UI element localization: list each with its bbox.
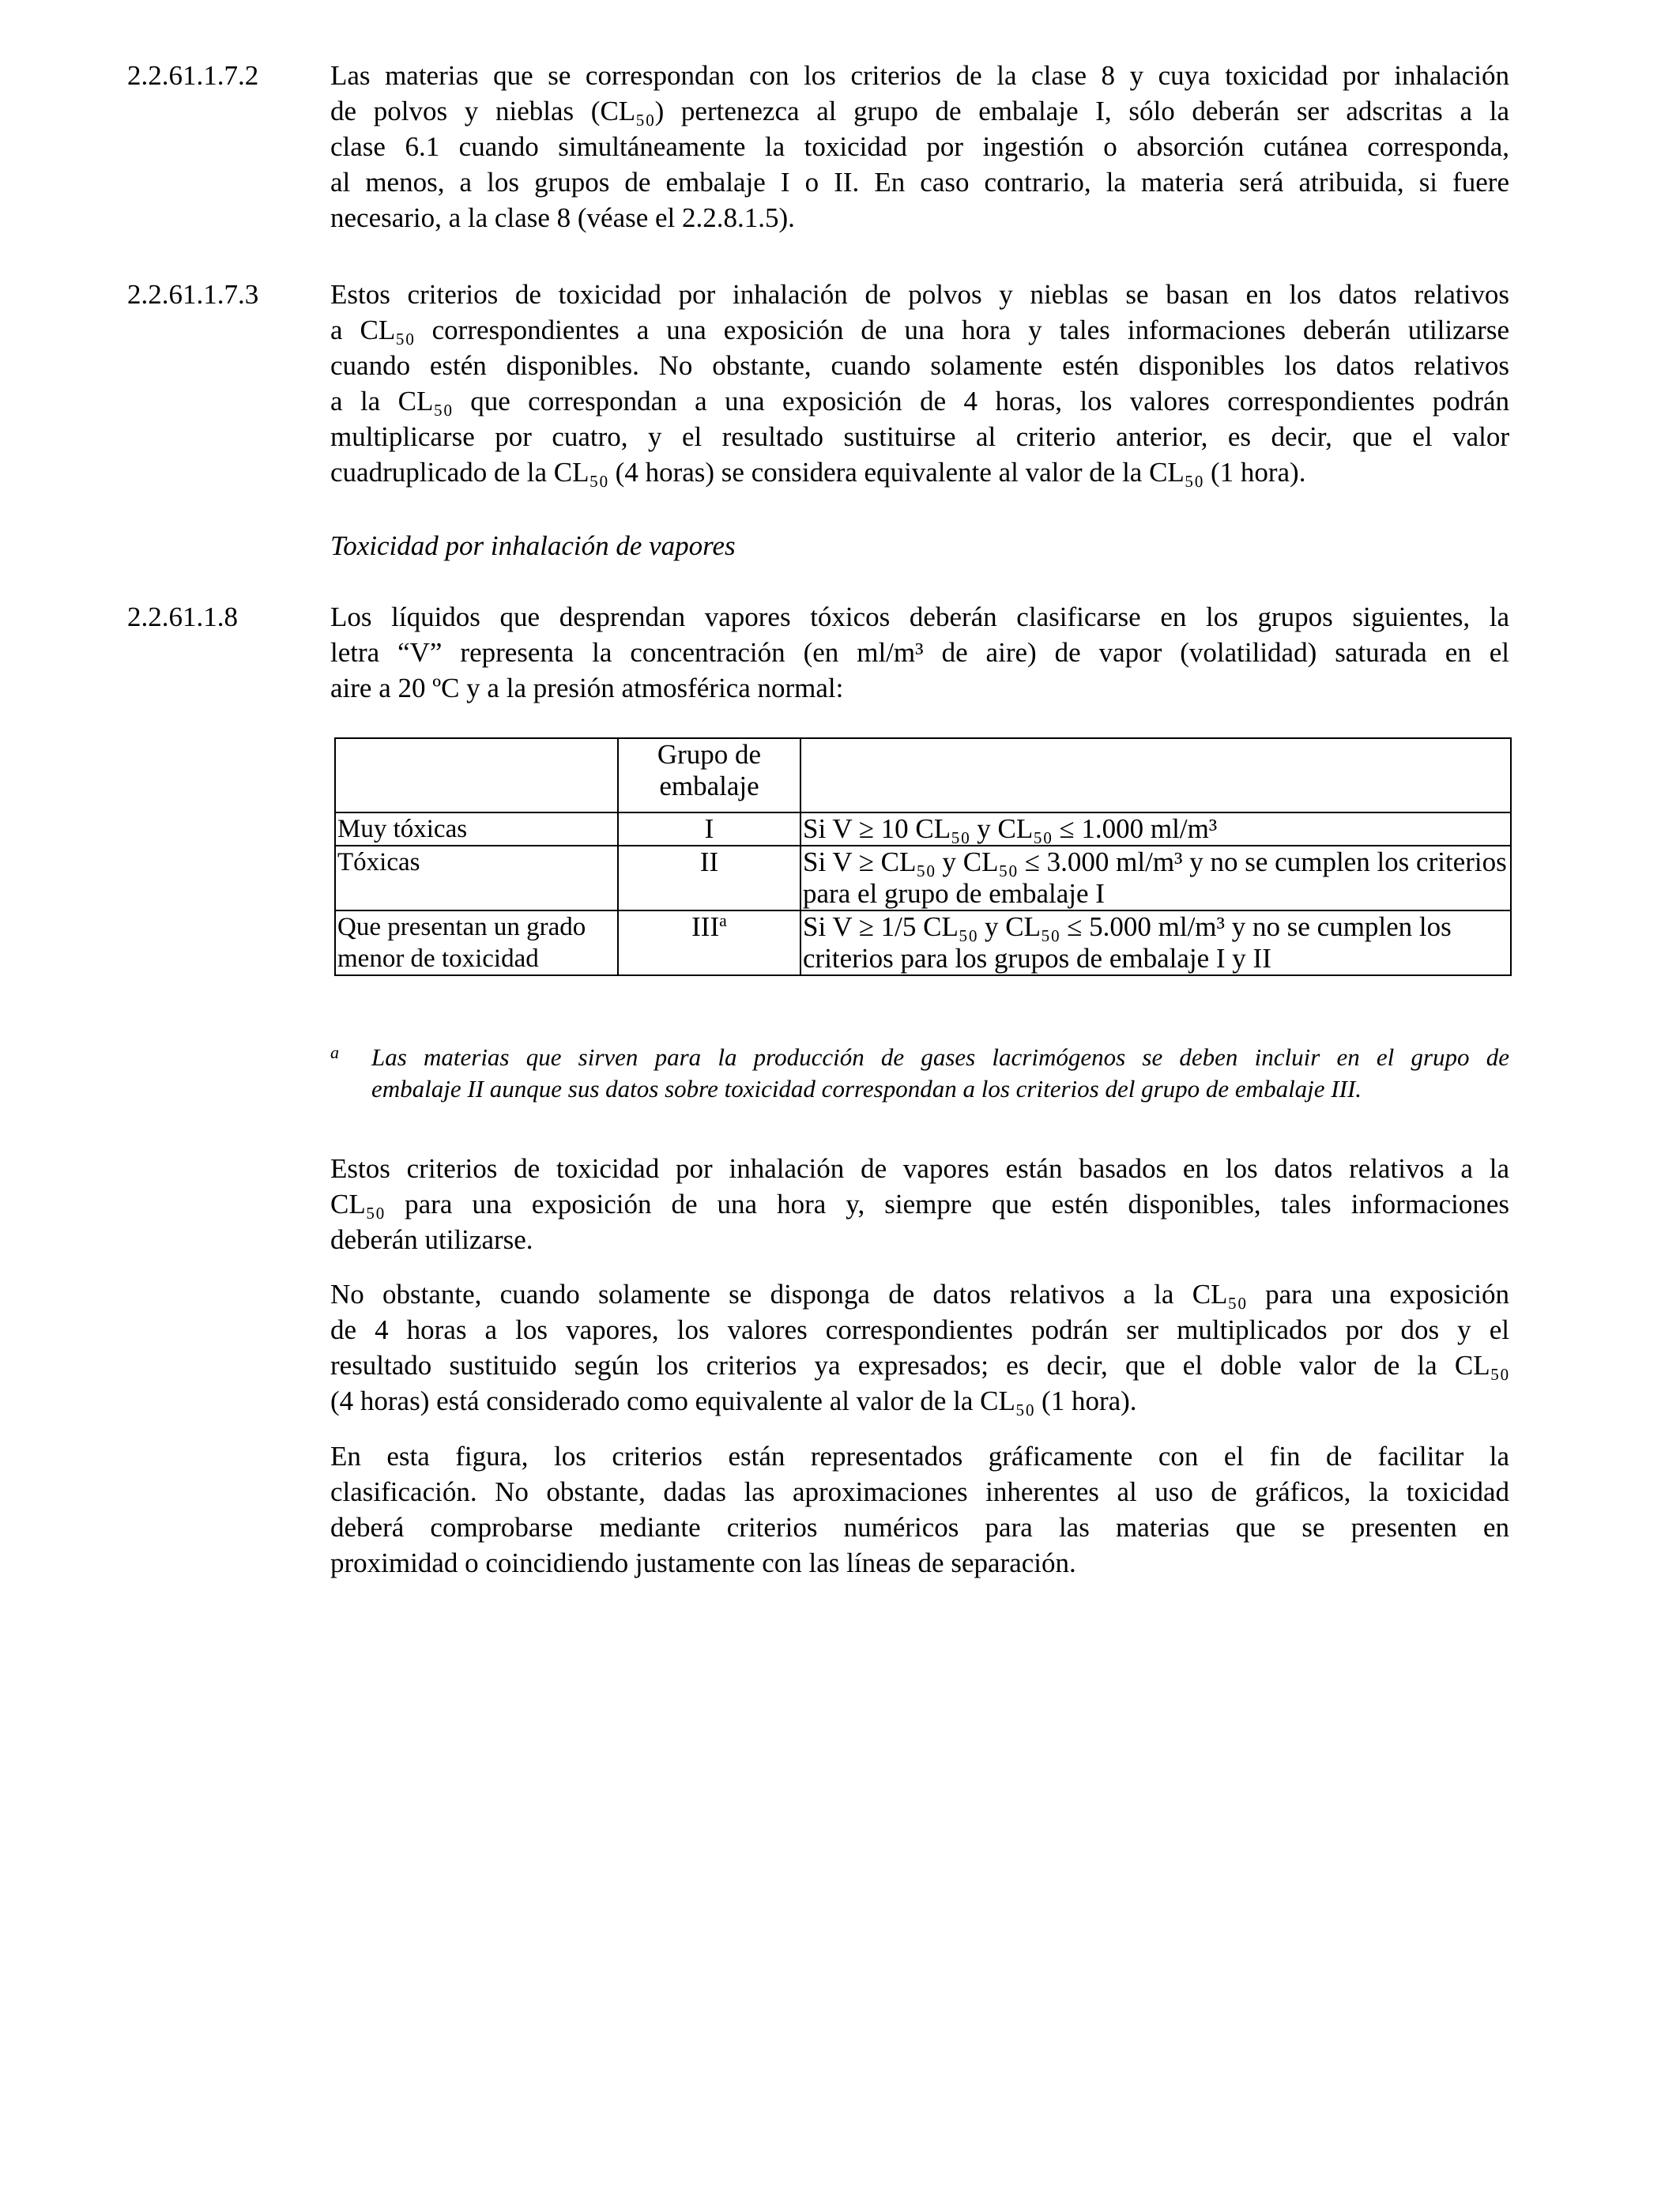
text-line: En esta figura, los criterios están representados gráficamente con el fin de facilitar la [330, 1441, 1509, 1472]
footnote-mark: a [330, 1042, 339, 1062]
text-line: clase 6.1 cuando simultáneamente la toxicidad por ingestión o absorción cutánea corresponda, [330, 131, 1509, 162]
table-row [335, 910, 1511, 975]
section-paragraph [330, 58, 1509, 236]
criteria-cell: Si V ≥ 10 CL₅₀ y CL₅₀ ≤ 1.000 ml/m³ [800, 812, 1511, 846]
text-line: a CL₅₀ correspondientes a una exposición de una hora y tales informaciones deberán utilizarse [330, 315, 1509, 345]
category-cell: Que presentan un grado menor de toxicidad [335, 910, 618, 975]
category-cell: Muy tóxicas [335, 812, 618, 846]
paragraph [330, 1151, 1509, 1257]
paragraph [330, 1438, 1509, 1581]
section-paragraph [330, 599, 1509, 706]
table-footnote [330, 1042, 1509, 1105]
text-line: Estos criterios de toxicidad por inhalación de vapores están basados en los datos relativos a la [330, 1153, 1509, 1184]
text-line: a la CL₅₀ que correspondan a una exposición de 4 horas, los valores correspondientes podrán [330, 386, 1509, 417]
table-header-row [335, 738, 1511, 812]
section-number: 2.2.61.1.7.2 [127, 60, 259, 91]
group-header-label: Grupo de embalaje [657, 739, 762, 801]
toxicity-table [334, 737, 1512, 976]
text-line: cuando estén disponibles. No obstante, cuando solamente estén disponibles los datos relativos [330, 350, 1509, 381]
section-number: 2.2.61.1.8 [127, 601, 238, 632]
criteria-cell: Si V ≥ 1/5 CL₅₀ y CL₅₀ ≤ 5.000 ml/m³ y no se cumplen los criterios para los grupos de embalaje I y II [800, 910, 1511, 975]
text-line: aire a 20 ºC y a la presión atmosférica normal: [330, 673, 844, 703]
subheading: Toxicidad por inhalación de vapores [330, 530, 736, 561]
text-line: clasificación. No obstante, dadas las aproximaciones inherentes al uso de gráficos, la toxicidad [330, 1476, 1509, 1507]
text-line: necesario, a la clase 8 (véase el 2.2.8.1.5). [330, 202, 795, 233]
text-line: de 4 horas a los vapores, los valores correspondientes podrán ser multiplicados por dos y el [330, 1314, 1509, 1345]
text-line: proximidad o coincidiendo justamente con las líneas de separación. [330, 1547, 1076, 1578]
table-row [335, 846, 1511, 910]
criteria-cell: Si V ≥ CL₅₀ y CL₅₀ ≤ 3.000 ml/m³ y no se cumplen los criterios para el grupo de embalaje I [800, 846, 1511, 910]
table-header-cell [618, 738, 800, 812]
text-line: Las materias que se correspondan con los criterios de la clase 8 y cuya toxicidad por inhalación [330, 60, 1509, 91]
text-line: multiplicarse por cuatro, y el resultado sustituirse al criterio anterior, es decir, que el valor [330, 421, 1509, 452]
text-line: deberá comprobarse mediante criterios numéricos para las materias que se presenten en [330, 1512, 1509, 1543]
text-line: (4 horas) está considerado como equivalente al valor de la CL₅₀ (1 hora). [330, 1385, 1137, 1416]
text-line: cuadruplicado de la CL₅₀ (4 horas) se considera equivalente al valor de la CL₅₀ (1 hora). [330, 457, 1306, 488]
group-cell: I [618, 812, 800, 846]
footnote-text [371, 1042, 1509, 1105]
text-line: deberán utilizarse. [330, 1224, 533, 1255]
text-line: al menos, a los grupos de embalaje I o II. En caso contrario, la materia será atribuida, si fuere [330, 167, 1509, 198]
text-line: No obstante, cuando solamente se disponga de datos relativos a la CL₅₀ para una exposición [330, 1279, 1509, 1310]
text-line: Estos criterios de toxicidad por inhalación de polvos y nieblas se basan en los datos relativos [330, 279, 1509, 310]
section-number: 2.2.61.1.7.3 [127, 279, 259, 310]
text-line: de polvos y nieblas (CL₅₀) pertenezca al grupo de embalaje I, sólo deberán ser adscritas a la [330, 96, 1509, 126]
text-line: resultado sustituido según los criterios ya expresados; es decir, que el doble valor de la CL₅₀ [330, 1350, 1509, 1381]
group-cell: II [618, 846, 800, 910]
text-line: CL₅₀ para una exposición de una hora y, siempre que estén disponibles, tales informaciones [330, 1189, 1509, 1220]
text-line: letra “V” representa la concentración (en ml/m³ de aire) de vapor (volatilidad) saturada en el [330, 637, 1509, 668]
paragraph [330, 1276, 1509, 1419]
footnote-reference: a [719, 911, 727, 931]
text-line: embalaje II aunque sus datos sobre toxicidad correspondan a los criterios del grupo de embalaje III. [371, 1075, 1362, 1103]
group-value: III [691, 911, 720, 942]
category-cell: Tóxicas [335, 846, 618, 910]
section-paragraph [330, 277, 1509, 490]
group-cell [618, 910, 800, 975]
text-line: Los líquidos que desprendan vapores tóxicos deberán clasificarse en los grupos siguientes, la [330, 601, 1509, 632]
text-line: Las materias que sirven para la producción de gases lacrimógenos se deben incluir en el grupo de [371, 1043, 1509, 1071]
table-header-cell [335, 738, 618, 812]
table-row [335, 812, 1511, 846]
table-header-cell [800, 738, 1511, 812]
